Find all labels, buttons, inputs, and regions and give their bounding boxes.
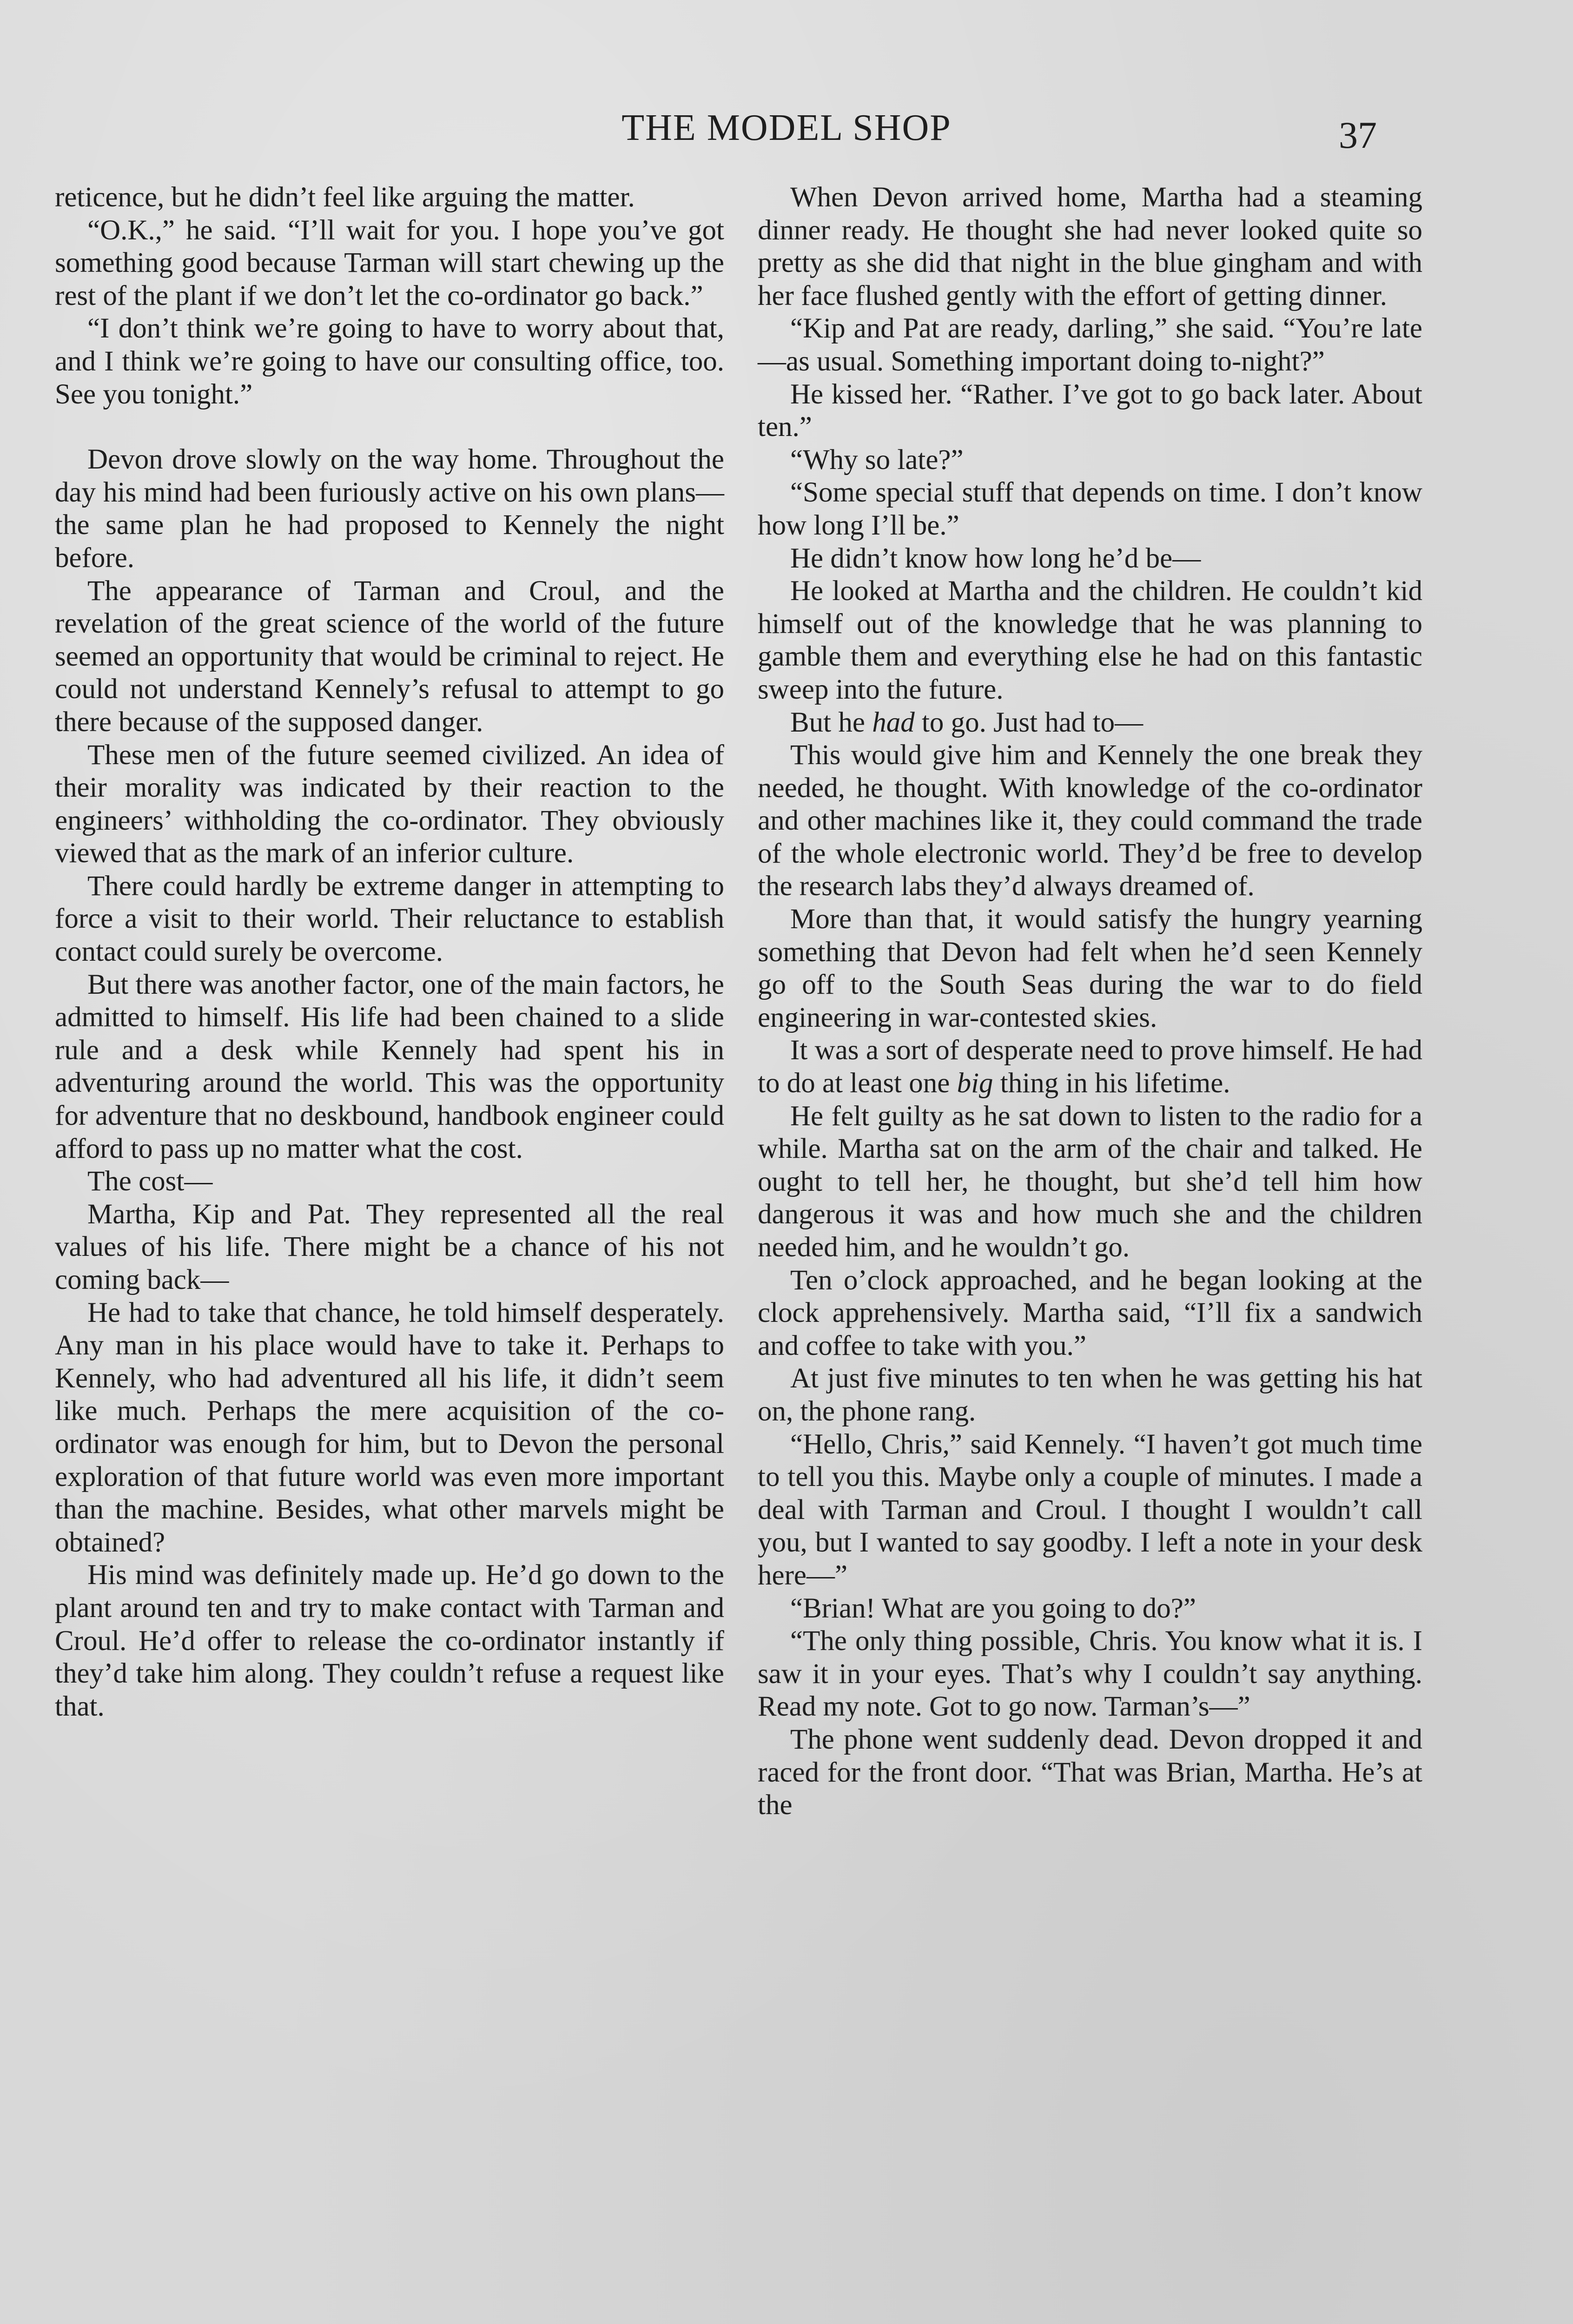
paragraph: Martha, Kip and Pat. They represented all the real values of his life. There might be a chance of his not coming back— <box>55 1198 724 1295</box>
paragraph: But he had to go. Just had to— <box>790 706 1143 738</box>
paragraph: The appearance of Tarman and Croul, and the revelation of the great science of the world of the future seemed an opportunity that would be criminal to reject. He could not understand Kennely’s refusal to attempt to go there because of the supposed danger. <box>55 575 724 738</box>
paragraph: At just five minutes to ten when he was getting his hat on, the phone rang. <box>758 1363 1422 1427</box>
paragraph: There could hardly be extreme danger in attempting to force a visit to their world. Their reluctance to establish contact could surely be overcome. <box>55 870 724 968</box>
left-text-column <box>55 181 724 1723</box>
paragraph: Devon drove slowly on the way home. Throughout the day his mind had been furiously active on his own plans—the same plan he had proposed to Kennely the night before. <box>55 444 724 574</box>
paragraph: He looked at Martha and the children. He couldn’t kid himself out of the knowledge that he was planning to gamble them and everything else he had on this fantastic sweep into the future. <box>758 575 1422 705</box>
right-text-column <box>758 181 1422 1822</box>
paragraph: It was a sort of desperate need to prove himself. He had to do at least one big thing in his lifetime. <box>758 1035 1422 1099</box>
paragraph: He felt guilty as he sat down to listen to the radio for a while. Martha sat on the arm of the chair and talked. He ought to tell her, he thought, but she’d tell him how dangerous it was and how much she and the children needed him, and he wouldn’t go. <box>758 1100 1422 1263</box>
paragraph: His mind was definitely made up. He’d go down to the plant around ten and try to make contact with Tarman and Croul. He’d offer to release the co-ordinator instantly if they’d take him along. They couldn’t refuse a request like that. <box>55 1559 724 1722</box>
paragraph: He kissed her. “Rather. I’ve got to go back later. About ten.” <box>758 378 1422 443</box>
page-number: 37 <box>1339 114 1377 156</box>
paragraph: He had to take that chance, he told himself desperately. Any man in his place would have to take it. Perhaps to Kennely, who had adventured all his life, it didn’t seem like much. Perhaps the mere acquisition of the co-ordinator was enough for him, but to Devon the personal exploration of that future world was even more important than the machine. Besides, what other marvels might be obtained? <box>55 1297 724 1558</box>
paragraph: “Hello, Chris,” said Kennely. “I haven’t got much time to tell you this. Maybe only a couple of minutes. I made a deal with Tarman and Croul. I thought I wouldn’t call you, but I wanted to say goodby. I left a note in your desk here—” <box>758 1428 1422 1591</box>
running-header-title: THE MODEL SHOP <box>621 107 952 148</box>
paragraph: “Some special stuff that depends on time. I don’t know how long I’ll be.” <box>758 477 1422 541</box>
paragraph: “Kip and Pat are ready, darling,” she said. “You’re late—as usual. Something important doing to-night?” <box>758 313 1422 377</box>
paragraph: “Brian! What are you going to do?” <box>790 1592 1196 1624</box>
paragraph: “O.K.,” he said. “I’ll wait for you. I hope you’ve got something good because Tarman will start chewing up the rest of the plant if we don’t let the co-ordinator go back.” <box>55 214 724 311</box>
paragraph: “Why so late?” <box>790 444 964 475</box>
paragraph: He didn’t know how long he’d be— <box>790 542 1201 574</box>
paragraph: “The only thing possible, Chris. You know what it is. I saw it in your eyes. That’s why I couldn’t say anything. Read my note. Got to go now. Tarman’s—” <box>758 1625 1422 1723</box>
paragraph: But there was another factor, one of the main factors, he admitted to himself. His life had been chained to a slide rule and a desk while Kennely had spent his in adventuring around the world. This was the opportunity for adventure that no deskbound, handbook engineer could afford to pass up no matter what the cost. <box>55 969 724 1164</box>
paragraph: This would give him and Kennely the one break they needed, he thought. With knowledge of the co-ordinator and other machines like it, they could command the trade of the whole electronic world. They’d be free to develop the research labs they’d always dreamed of. <box>758 739 1422 902</box>
paragraph: Ten o’clock approached, and he began looking at the clock apprehensively. Martha said, “I’ll fix a sandwich and coffee to take with you.” <box>758 1264 1422 1361</box>
paragraph: The phone went suddenly dead. Devon dropped it and raced for the front door. “That was Brian, Martha. He’s at the <box>758 1723 1422 1821</box>
emphasis: big <box>957 1068 993 1099</box>
paragraph: More than that, it would satisfy the hungry yearning something that Devon had felt when he’d seen Kennely go off to the South Seas during the war to do field engineering in war-contested skies. <box>758 904 1422 1033</box>
paragraph: reticence, but he didn’t feel like arguing the matter. <box>55 182 635 213</box>
paragraph: When Devon arrived home, Martha had a steaming dinner ready. He thought she had never looked quite so pretty as she did that night in the blue gingham and with her face flushed gently with the effort of getting dinner. <box>758 182 1422 311</box>
paragraph: These men of the future seemed civilized. An idea of their morality was indicated by their reaction to the engineers’ withholding the co-ordinator. They obviously viewed that as the mark of an inferior culture. <box>55 739 724 869</box>
emphasis: had <box>872 706 915 738</box>
paragraph: The cost— <box>87 1166 213 1197</box>
paragraph: “I don’t think we’re going to have to worry about that, and I think we’re going to have our consulting office, too. See you tonight.” <box>55 313 724 410</box>
